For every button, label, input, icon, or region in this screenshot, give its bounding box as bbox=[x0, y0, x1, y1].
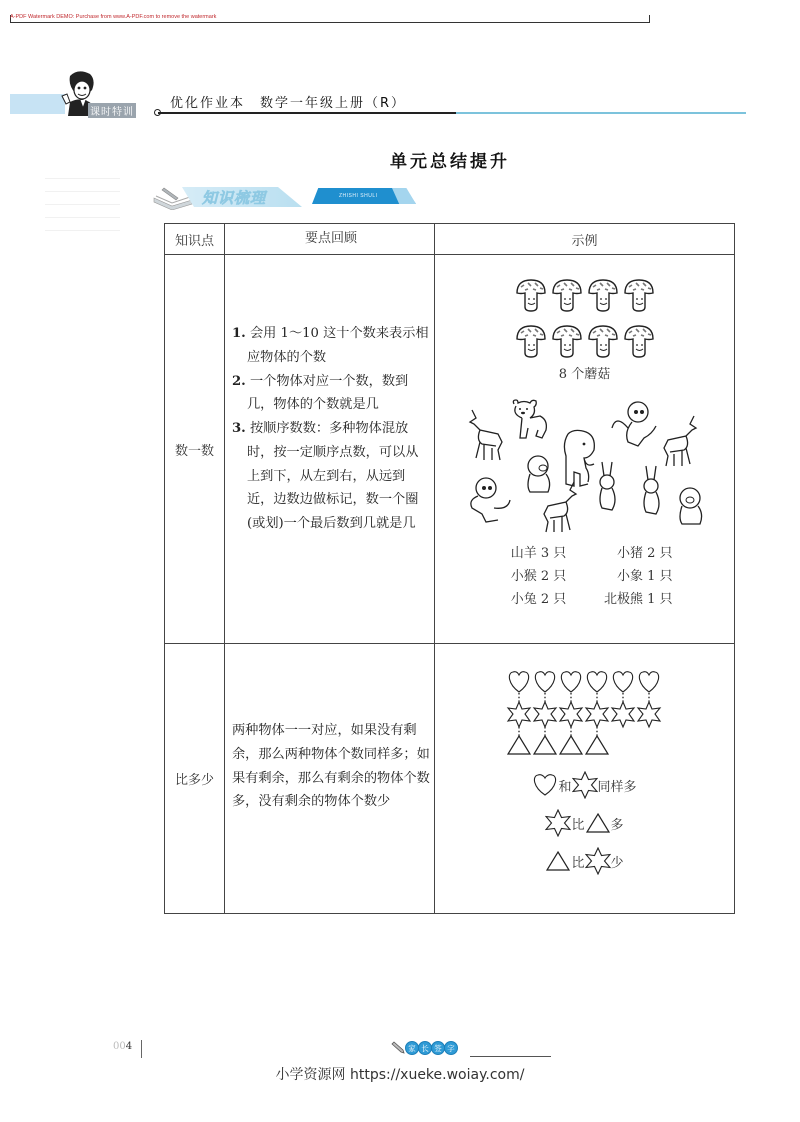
sign-char: 签 bbox=[431, 1041, 445, 1055]
goat-icon bbox=[462, 406, 506, 462]
pencil-icon bbox=[390, 1041, 406, 1055]
header-example: 示例 bbox=[435, 224, 735, 255]
point-item: 2. 一个物体对应一个数，数到几，物体的个数就是几 bbox=[232, 373, 409, 413]
points-cell bbox=[225, 255, 435, 644]
statement-tail: 多 bbox=[610, 817, 624, 833]
triangle-icon bbox=[545, 850, 571, 872]
bear-icon bbox=[508, 398, 550, 442]
header-tag: 课时特训 bbox=[88, 103, 136, 118]
sign-char: 家 bbox=[405, 1041, 419, 1055]
star-icon bbox=[545, 809, 571, 837]
triangle-icon bbox=[585, 812, 611, 834]
count-goat: 山羊 3 只 bbox=[510, 546, 567, 561]
heart-icon bbox=[532, 773, 558, 797]
example-cell bbox=[435, 644, 735, 914]
goat-icon bbox=[660, 412, 704, 468]
mushroom-caption: 8 个蘑菇 bbox=[558, 367, 611, 382]
monkey-icon bbox=[608, 398, 664, 452]
topic-cell: 比多少 bbox=[165, 644, 225, 914]
mushroom-icon bbox=[513, 323, 549, 359]
animal-illustration bbox=[460, 398, 710, 528]
signature-line[interactable] bbox=[470, 1056, 551, 1057]
points-cell bbox=[225, 644, 435, 914]
faint-margin-lines bbox=[45, 178, 120, 258]
mushroom-icon bbox=[585, 277, 621, 313]
mushroom-icon bbox=[549, 323, 585, 359]
section-pinyin: ZHISHI SHULI bbox=[339, 193, 378, 199]
sign-char: 字 bbox=[444, 1041, 458, 1055]
table-row bbox=[165, 255, 735, 644]
mushroom-icon bbox=[585, 323, 621, 359]
statement-word: 和 bbox=[558, 779, 572, 795]
heart-row bbox=[509, 672, 658, 692]
mushroom-icon bbox=[513, 277, 549, 313]
point-item: 3. 按顺序数数：多种物体混放时，按一定顺序点数，可以从上到下，从左到右，从远到近，边数边做标记，数一个圈(或划)一个最后数到几就是几 bbox=[232, 421, 419, 532]
page-number-divider bbox=[141, 1040, 142, 1058]
statement-word: 比 bbox=[571, 817, 585, 833]
monkey-icon bbox=[464, 474, 516, 526]
rabbit-icon bbox=[636, 464, 666, 518]
points-text: 两种物体一一对应，如果没有剩余，那么两种物体个数同样多；如果有剩余，那么有剩余的物体个数多，没有剩余的物体个数少 bbox=[232, 722, 430, 810]
statement-word: 比 bbox=[571, 855, 585, 871]
star-icon bbox=[585, 847, 611, 875]
topic-cell: 数一数 bbox=[165, 255, 225, 644]
mushroom-icon bbox=[621, 277, 657, 313]
section-title: 知识梳理 bbox=[202, 189, 267, 207]
sign-char: 长 bbox=[418, 1041, 432, 1055]
animal-count-list bbox=[435, 542, 734, 607]
count-pig: 小猪 2 只 bbox=[616, 546, 673, 561]
comparison-statement bbox=[435, 770, 734, 800]
mushroom-grid bbox=[435, 277, 734, 359]
star-row bbox=[508, 702, 660, 727]
pig-icon bbox=[674, 484, 706, 528]
site-footer: 小学资源网 https://xueke.woiay.com/ bbox=[275, 1067, 525, 1083]
example-cell bbox=[435, 255, 735, 644]
goat-icon bbox=[540, 478, 584, 534]
page-number: 004 bbox=[113, 1041, 133, 1052]
summary-table bbox=[164, 223, 735, 914]
header-accent-block bbox=[10, 94, 65, 114]
header-rule-blue bbox=[456, 112, 746, 114]
comparison-statement bbox=[435, 846, 734, 876]
count-polar-bear: 北极熊 1 只 bbox=[603, 592, 673, 607]
watermark-text: A-PDF Watermark DEMO: Purchase from www.A-PDF.com to remove the watermark bbox=[10, 14, 217, 20]
parent-signature-label bbox=[390, 1041, 458, 1055]
count-monkey: 小猴 2 只 bbox=[510, 569, 567, 584]
book-title: 优化作业本 数学一年级上册（R） bbox=[170, 96, 407, 111]
comparison-statement bbox=[435, 808, 734, 838]
shape-rows bbox=[506, 670, 664, 766]
correspondence-diagram bbox=[506, 670, 664, 766]
mushroom-icon bbox=[549, 277, 585, 313]
statement-tail: 同样多 bbox=[597, 779, 637, 795]
header-rule-dark bbox=[158, 112, 456, 114]
statement-tail: 少 bbox=[610, 855, 624, 871]
count-rabbit: 小兔 2 只 bbox=[510, 592, 567, 607]
section-banner bbox=[152, 183, 412, 213]
page-title: 单元总结提升 bbox=[390, 152, 510, 172]
header-topic: 知识点 bbox=[165, 224, 225, 255]
point-item: 1. 会用 1～10 这十个数来表示相应物体的个数 bbox=[232, 325, 429, 365]
table-row bbox=[165, 644, 735, 914]
star-icon bbox=[572, 771, 598, 799]
mushroom-icon bbox=[621, 323, 657, 359]
table-header-row bbox=[165, 224, 735, 255]
rabbit-icon bbox=[592, 460, 622, 514]
count-elephant: 小象 1 只 bbox=[616, 569, 673, 584]
header-points: 要点回顾 bbox=[225, 224, 435, 255]
triangle-row bbox=[508, 736, 608, 754]
page-header bbox=[0, 70, 800, 120]
